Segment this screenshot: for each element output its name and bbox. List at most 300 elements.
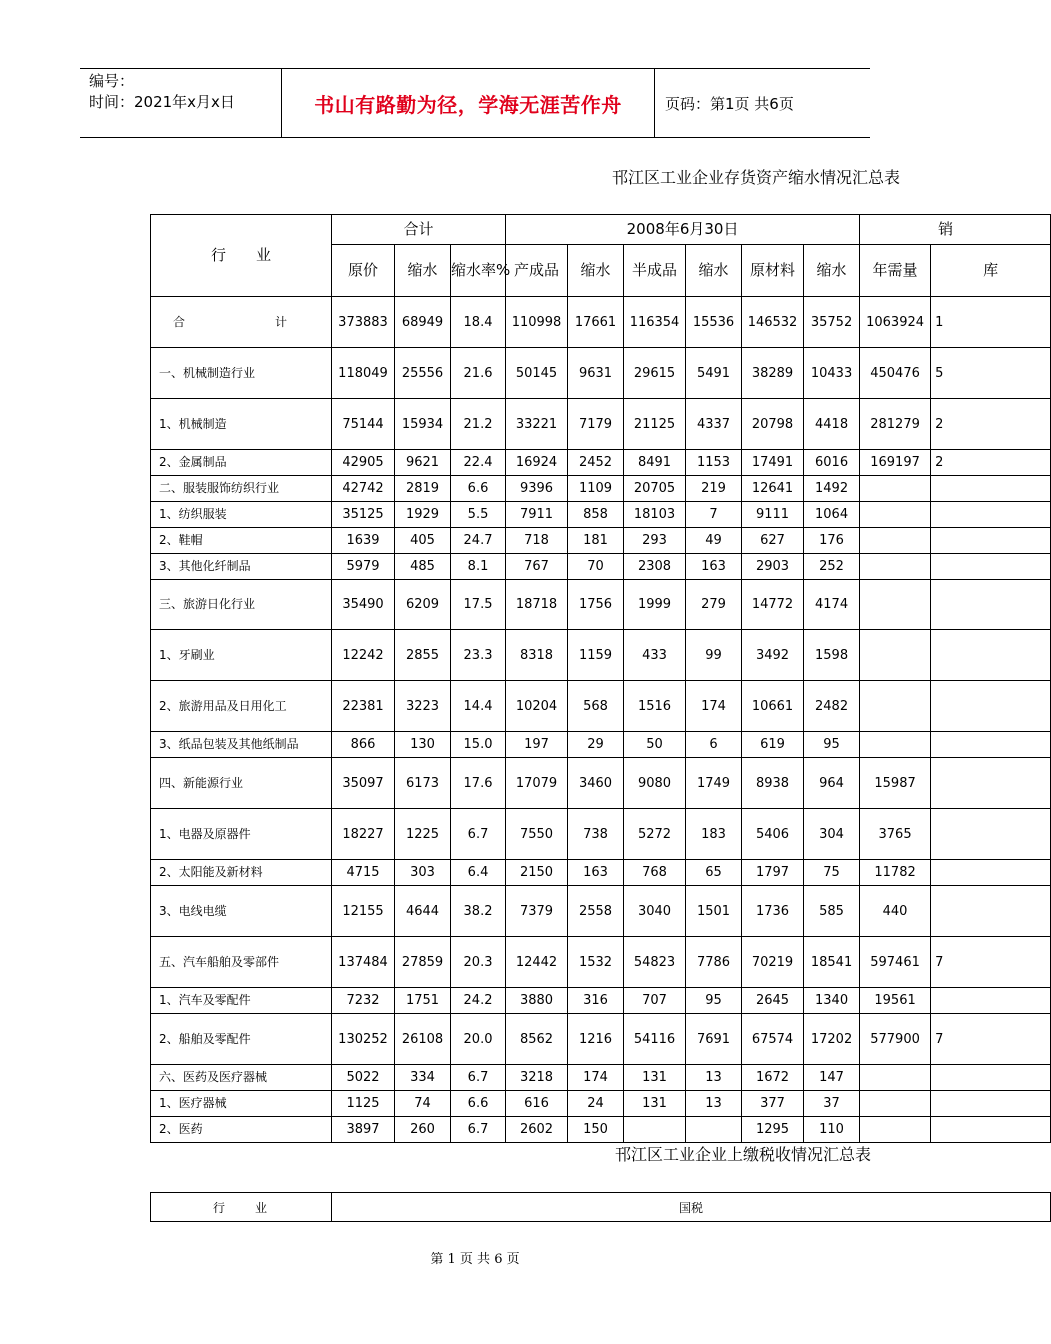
table-cell: 568 <box>568 681 624 732</box>
table-cell: 8318 <box>506 630 568 681</box>
table-cell: 6 <box>686 732 742 758</box>
table-cell: 1999 <box>624 580 686 630</box>
table-cell: 5979 <box>332 554 395 580</box>
table-cell: 405 <box>395 528 451 554</box>
table-cell: 7550 <box>506 809 568 860</box>
table-cell: 964 <box>804 758 860 809</box>
table-cell: 2855 <box>395 630 451 681</box>
table-cell: 4644 <box>395 886 451 937</box>
table-cell: 65 <box>686 860 742 886</box>
table-row <box>151 399 1051 450</box>
table-cell: 21.2 <box>451 399 506 450</box>
industry-header: 行 业 <box>151 215 332 297</box>
table-cell: 8491 <box>624 450 686 476</box>
table-row <box>151 1014 1051 1065</box>
table-cell: 17661 <box>568 297 624 348</box>
table-cell: 130252 <box>332 1014 395 1065</box>
table-cell: 20.3 <box>451 937 506 988</box>
row-label: 二、服装服饰纺织行业 <box>151 476 332 502</box>
table-cell: 75144 <box>332 399 395 450</box>
table-cell: 24.7 <box>451 528 506 554</box>
table-cell: 6.7 <box>451 1065 506 1091</box>
inventory-table <box>150 214 1051 1143</box>
table-cell: 293 <box>624 528 686 554</box>
table-row <box>151 886 1051 937</box>
table-cell: 1 <box>931 297 1051 348</box>
table-cell: 7 <box>931 1014 1051 1065</box>
table-cell: 7 <box>686 502 742 528</box>
table-cell: 38.2 <box>451 886 506 937</box>
row-label: 2、旅游用品及日用化工 <box>151 681 332 732</box>
table-cell <box>931 1117 1051 1143</box>
table-cell: 3218 <box>506 1065 568 1091</box>
row-label: 2、医药 <box>151 1117 332 1143</box>
table-cell: 68949 <box>395 297 451 348</box>
table-cell <box>931 732 1051 758</box>
table-cell: 197 <box>506 732 568 758</box>
table-cell <box>686 1117 742 1143</box>
table-cell: 1532 <box>568 937 624 988</box>
table-cell: 12242 <box>332 630 395 681</box>
table-cell: 42905 <box>332 450 395 476</box>
table-cell: 10433 <box>804 348 860 399</box>
table-cell: 70 <box>568 554 624 580</box>
table-cell: 183 <box>686 809 742 860</box>
table-cell: 1216 <box>568 1014 624 1065</box>
table-cell: 450476 <box>860 348 931 399</box>
table-cell: 174 <box>686 681 742 732</box>
table-cell: 50145 <box>506 348 568 399</box>
table-cell: 1340 <box>804 988 860 1014</box>
header-motto: 书山有路勤为径，学海无涯苦作舟 <box>282 69 655 137</box>
table-cell <box>860 1065 931 1091</box>
table-cell: 12442 <box>506 937 568 988</box>
table-cell: 219 <box>686 476 742 502</box>
table-cell: 2452 <box>568 450 624 476</box>
table-cell: 9621 <box>395 450 451 476</box>
table-cell: 2 <box>931 399 1051 450</box>
table-cell: 131 <box>624 1091 686 1117</box>
inventory-table-title: 邗江区工业企业存货资产缩水情况汇总表 <box>612 168 901 187</box>
table-cell: 9631 <box>568 348 624 399</box>
row-label: 三、旅游日化行业 <box>151 580 332 630</box>
table-cell: 17.6 <box>451 758 506 809</box>
document-header <box>80 68 870 138</box>
table-cell: 6.6 <box>451 476 506 502</box>
table-cell: 15.0 <box>451 732 506 758</box>
table-cell: 1501 <box>686 886 742 937</box>
column-header: 库 <box>931 245 1051 297</box>
table-cell: 6209 <box>395 580 451 630</box>
table-cell: 18227 <box>332 809 395 860</box>
table-cell: 12641 <box>742 476 804 502</box>
table-cell: 18.4 <box>451 297 506 348</box>
table-cell: 3492 <box>742 630 804 681</box>
table-cell: 485 <box>395 554 451 580</box>
table-cell: 23.3 <box>451 630 506 681</box>
table-cell: 2308 <box>624 554 686 580</box>
row-label: 1、牙刷业 <box>151 630 332 681</box>
row-label: 四、新能源行业 <box>151 758 332 809</box>
table-cell: 95 <box>686 988 742 1014</box>
row-label: 合 计 <box>151 297 332 348</box>
column-header: 缩水率% <box>451 245 506 297</box>
header-page-label: 页码：第1页 共6页 <box>665 94 794 113</box>
table-row <box>151 630 1051 681</box>
table-cell: 7911 <box>506 502 568 528</box>
table-cell <box>931 528 1051 554</box>
table-cell: 174 <box>568 1065 624 1091</box>
table-cell: 54116 <box>624 1014 686 1065</box>
table-cell: 16924 <box>506 450 568 476</box>
table-cell: 279 <box>686 580 742 630</box>
table-row <box>151 681 1051 732</box>
table-row <box>151 528 1051 554</box>
table-cell: 1064 <box>804 502 860 528</box>
table-cell: 20.0 <box>451 1014 506 1065</box>
table-cell: 6.7 <box>451 1117 506 1143</box>
table-cell: 377 <box>742 1091 804 1117</box>
row-label: 六、医药及医疗器械 <box>151 1065 332 1091</box>
table-cell <box>860 1117 931 1143</box>
table-cell: 7691 <box>686 1014 742 1065</box>
column-header: 半成品 <box>624 245 686 297</box>
table-cell <box>931 630 1051 681</box>
table-cell: 2482 <box>804 681 860 732</box>
table-cell: 2645 <box>742 988 804 1014</box>
table-cell <box>931 580 1051 630</box>
table-cell: 1598 <box>804 630 860 681</box>
table-cell: 74 <box>395 1091 451 1117</box>
table-cell: 304 <box>804 809 860 860</box>
table-cell: 1159 <box>568 630 624 681</box>
column-header: 缩水 <box>568 245 624 297</box>
table-cell <box>624 1117 686 1143</box>
table-cell: 316 <box>568 988 624 1014</box>
table-cell: 25556 <box>395 348 451 399</box>
table-row <box>151 732 1051 758</box>
table-cell: 1492 <box>804 476 860 502</box>
table-cell: 176 <box>804 528 860 554</box>
table-cell: 707 <box>624 988 686 1014</box>
column-header: 原价 <box>332 245 395 297</box>
table-cell: 616 <box>506 1091 568 1117</box>
table-row <box>151 580 1051 630</box>
table-cell: 9111 <box>742 502 804 528</box>
table-cell: 8938 <box>742 758 804 809</box>
table-cell: 7179 <box>568 399 624 450</box>
tax-industry-header: 行 业 <box>151 1193 332 1222</box>
table-cell: 7786 <box>686 937 742 988</box>
total-group-header: 合计 <box>332 215 506 245</box>
table-cell: 35125 <box>332 502 395 528</box>
table-cell: 18541 <box>804 937 860 988</box>
table-cell: 131 <box>624 1065 686 1091</box>
table-cell: 1929 <box>395 502 451 528</box>
table-cell: 14772 <box>742 580 804 630</box>
table-cell: 169197 <box>860 450 931 476</box>
table-cell: 6.7 <box>451 809 506 860</box>
table-cell <box>931 554 1051 580</box>
row-label: 3、其他化纤制品 <box>151 554 332 580</box>
table-cell: 2819 <box>395 476 451 502</box>
table-cell: 1639 <box>332 528 395 554</box>
table-cell: 1751 <box>395 988 451 1014</box>
table-cell: 181 <box>568 528 624 554</box>
table-row <box>151 502 1051 528</box>
column-header: 缩水 <box>395 245 451 297</box>
table-cell: 5 <box>931 348 1051 399</box>
table-cell: 5.5 <box>451 502 506 528</box>
table-cell: 2903 <box>742 554 804 580</box>
table-cell <box>860 630 931 681</box>
table-cell: 9396 <box>506 476 568 502</box>
tax-table-title: 邗江区工业企业上缴税收情况汇总表 <box>615 1145 872 1164</box>
table-cell: 22.4 <box>451 450 506 476</box>
table-cell: 21.6 <box>451 348 506 399</box>
table-cell: 5272 <box>624 809 686 860</box>
table-cell: 1153 <box>686 450 742 476</box>
table-cell <box>860 1091 931 1117</box>
table-cell: 6.4 <box>451 860 506 886</box>
table-cell: 2558 <box>568 886 624 937</box>
table-cell: 3880 <box>506 988 568 1014</box>
table-cell: 597461 <box>860 937 931 988</box>
table-cell <box>860 681 931 732</box>
table-row <box>151 1065 1051 1091</box>
table-cell: 137484 <box>332 937 395 988</box>
table-cell: 146532 <box>742 297 804 348</box>
table-cell: 19561 <box>860 988 931 1014</box>
table-cell: 1672 <box>742 1065 804 1091</box>
table-cell: 116354 <box>624 297 686 348</box>
table-cell: 1109 <box>568 476 624 502</box>
table-cell <box>860 580 931 630</box>
table-cell: 12155 <box>332 886 395 937</box>
column-header: 产成品 <box>506 245 568 297</box>
table-cell: 5022 <box>332 1065 395 1091</box>
table-cell: 49 <box>686 528 742 554</box>
table-cell: 7 <box>931 937 1051 988</box>
table-cell: 5491 <box>686 348 742 399</box>
table-cell: 11782 <box>860 860 931 886</box>
table-cell: 433 <box>624 630 686 681</box>
date-group-header: 2008年6月30日 <box>506 215 860 245</box>
table-cell: 75 <box>804 860 860 886</box>
table-cell: 38289 <box>742 348 804 399</box>
table-cell: 281279 <box>860 399 931 450</box>
table-cell: 42742 <box>332 476 395 502</box>
table-row <box>151 937 1051 988</box>
table-cell: 1516 <box>624 681 686 732</box>
table-cell: 18103 <box>624 502 686 528</box>
table-cell: 1295 <box>742 1117 804 1143</box>
table-cell: 150 <box>568 1117 624 1143</box>
table-cell: 866 <box>332 732 395 758</box>
table-cell: 1749 <box>686 758 742 809</box>
table-cell <box>860 528 931 554</box>
table-row <box>151 348 1051 399</box>
table-cell: 1225 <box>395 809 451 860</box>
column-header: 年需量 <box>860 245 931 297</box>
table-cell <box>931 1091 1051 1117</box>
table-cell: 20798 <box>742 399 804 450</box>
table-cell <box>860 502 931 528</box>
table-cell: 627 <box>742 528 804 554</box>
table-cell: 8.1 <box>451 554 506 580</box>
table-cell: 3460 <box>568 758 624 809</box>
table-cell: 260 <box>395 1117 451 1143</box>
table-cell: 13 <box>686 1065 742 1091</box>
table-cell: 6.6 <box>451 1091 506 1117</box>
table-row <box>151 809 1051 860</box>
table-cell <box>860 554 931 580</box>
table-cell <box>931 809 1051 860</box>
table-cell: 35752 <box>804 297 860 348</box>
table-cell: 17202 <box>804 1014 860 1065</box>
table-cell: 334 <box>395 1065 451 1091</box>
inventory-table-viewport <box>150 214 999 1137</box>
tax-table <box>150 1192 1051 1222</box>
row-label: 五、汽车船舶及零部件 <box>151 937 332 988</box>
table-cell <box>931 502 1051 528</box>
table-cell: 718 <box>506 528 568 554</box>
table-cell: 10661 <box>742 681 804 732</box>
table-cell: 303 <box>395 860 451 886</box>
table-cell: 17079 <box>506 758 568 809</box>
table-cell: 4174 <box>804 580 860 630</box>
table-cell: 373883 <box>332 297 395 348</box>
table-cell: 3040 <box>624 886 686 937</box>
table-row <box>151 860 1051 886</box>
table-cell: 37 <box>804 1091 860 1117</box>
table-cell: 163 <box>568 860 624 886</box>
table-cell: 67574 <box>742 1014 804 1065</box>
row-label: 2、金属制品 <box>151 450 332 476</box>
row-label: 3、电线电缆 <box>151 886 332 937</box>
table-cell: 619 <box>742 732 804 758</box>
row-label: 1、医疗器械 <box>151 1091 332 1117</box>
time-label: 时间：2021年x月x日 <box>89 93 235 111</box>
table-cell: 21125 <box>624 399 686 450</box>
table-cell: 7232 <box>332 988 395 1014</box>
table-cell: 738 <box>568 809 624 860</box>
table-cell: 29 <box>568 732 624 758</box>
table-cell: 440 <box>860 886 931 937</box>
table-cell <box>860 476 931 502</box>
table-cell: 99 <box>686 630 742 681</box>
table-cell: 15536 <box>686 297 742 348</box>
table-cell: 9080 <box>624 758 686 809</box>
column-header: 缩水 <box>686 245 742 297</box>
table-cell: 5406 <box>742 809 804 860</box>
table-cell: 110998 <box>506 297 568 348</box>
table-cell: 33221 <box>506 399 568 450</box>
table-cell: 4337 <box>686 399 742 450</box>
table-cell: 35490 <box>332 580 395 630</box>
row-label: 3、纸品包装及其他纸制品 <box>151 732 332 758</box>
table-cell: 577900 <box>860 1014 931 1065</box>
table-cell: 4418 <box>804 399 860 450</box>
table-cell: 35097 <box>332 758 395 809</box>
row-label: 1、汽车及零配件 <box>151 988 332 1014</box>
table-cell: 3765 <box>860 809 931 860</box>
table-cell: 1756 <box>568 580 624 630</box>
row-label: 2、太阳能及新材料 <box>151 860 332 886</box>
table-cell: 118049 <box>332 348 395 399</box>
tax-guoshui-header: 国税 <box>332 1193 1051 1222</box>
table-cell: 70219 <box>742 937 804 988</box>
table-cell: 858 <box>568 502 624 528</box>
table-cell: 585 <box>804 886 860 937</box>
row-label: 一、机械制造行业 <box>151 348 332 399</box>
table-cell: 1063924 <box>860 297 931 348</box>
number-label: 编号： <box>89 72 135 90</box>
table-cell <box>931 1065 1051 1091</box>
table-row <box>151 988 1051 1014</box>
table-cell: 13 <box>686 1091 742 1117</box>
header-meta <box>80 69 282 137</box>
row-label: 2、鞋帽 <box>151 528 332 554</box>
table-cell <box>931 476 1051 502</box>
page-footer: 第 1 页 共 6 页 <box>430 1252 520 1267</box>
table-cell: 3897 <box>332 1117 395 1143</box>
table-cell <box>931 886 1051 937</box>
table-cell: 22381 <box>332 681 395 732</box>
table-cell: 163 <box>686 554 742 580</box>
table-row <box>151 476 1051 502</box>
table-cell <box>860 732 931 758</box>
table-cell: 27859 <box>395 937 451 988</box>
table-row <box>151 450 1051 476</box>
table-cell: 29615 <box>624 348 686 399</box>
table-cell: 24 <box>568 1091 624 1117</box>
column-header: 原材料 <box>742 245 804 297</box>
table-cell: 2 <box>931 450 1051 476</box>
table-cell: 4715 <box>332 860 395 886</box>
table-cell: 17491 <box>742 450 804 476</box>
table-cell: 110 <box>804 1117 860 1143</box>
table-cell: 7379 <box>506 886 568 937</box>
table-cell: 1797 <box>742 860 804 886</box>
table-cell <box>931 758 1051 809</box>
table-cell <box>931 860 1051 886</box>
partial-group-header: 销 <box>860 215 1051 245</box>
table-cell: 8562 <box>506 1014 568 1065</box>
table-cell: 6016 <box>804 450 860 476</box>
row-label: 1、机械制造 <box>151 399 332 450</box>
table-cell: 3223 <box>395 681 451 732</box>
table-cell: 20705 <box>624 476 686 502</box>
table-cell: 10204 <box>506 681 568 732</box>
row-label: 1、纺织服装 <box>151 502 332 528</box>
table-cell <box>931 988 1051 1014</box>
table-cell: 147 <box>804 1065 860 1091</box>
table-cell: 95 <box>804 732 860 758</box>
table-row <box>151 758 1051 809</box>
table-cell: 24.2 <box>451 988 506 1014</box>
table-row <box>151 1117 1051 1143</box>
table-row <box>151 1091 1051 1117</box>
table-cell: 15934 <box>395 399 451 450</box>
table-cell: 54823 <box>624 937 686 988</box>
row-label: 1、电器及原器件 <box>151 809 332 860</box>
table-row <box>151 297 1051 348</box>
table-cell: 1125 <box>332 1091 395 1117</box>
table-cell: 767 <box>506 554 568 580</box>
tax-table-viewport <box>150 1192 950 1223</box>
table-cell: 26108 <box>395 1014 451 1065</box>
